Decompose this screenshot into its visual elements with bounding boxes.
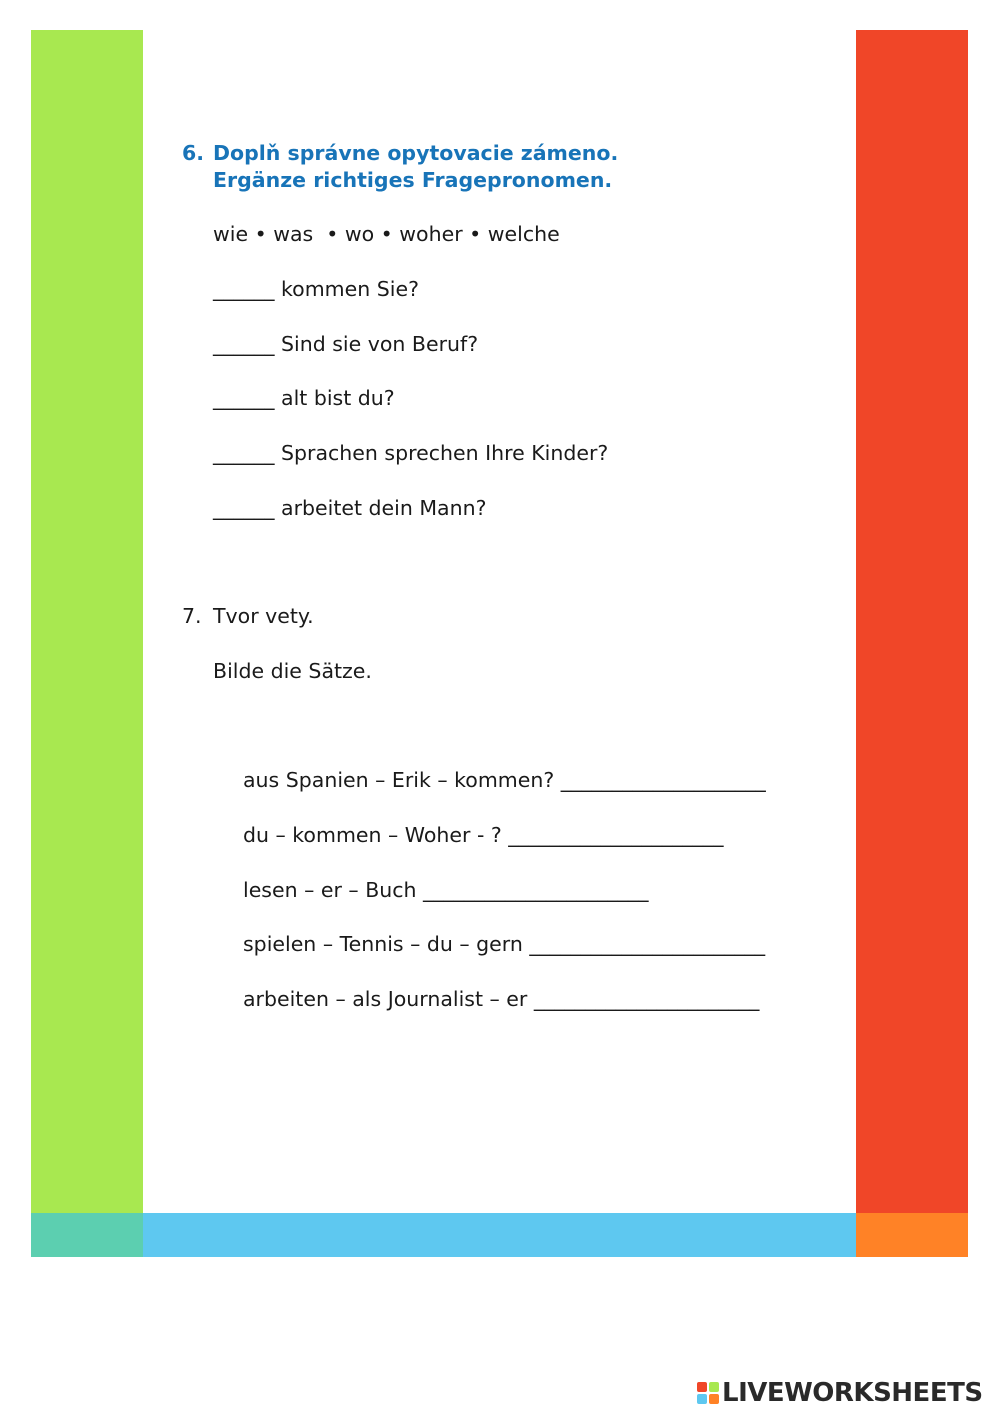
- exercise-6-item: ______ Sprachen sprechen Ihre Kinder?: [213, 441, 609, 465]
- exercise-7-item: spielen – Tennis – du – gern _______________________: [243, 932, 766, 956]
- right-red-bar: [856, 30, 968, 1213]
- exercise-7-item: aus Spanien – Erik – kommen? ____________________: [243, 768, 766, 792]
- bottom-right-orange-block: [856, 1213, 968, 1257]
- exercise-6-item: ______ kommen Sie?: [213, 277, 419, 301]
- liveworksheets-logo-text: LIVEWORKSHEETS: [722, 1378, 983, 1408]
- exercise-6-number: 6.: [182, 141, 205, 165]
- exercise-7-item: du – kommen – Woher - ? _____________________: [243, 823, 724, 847]
- exercise-6-item: ______ arbeitet dein Mann?: [213, 496, 487, 520]
- left-green-bar: [31, 30, 143, 1213]
- exercise-6-item: ______ Sind sie von Beruf?: [213, 332, 479, 356]
- exercise-6-item: ______ alt bist du?: [213, 386, 395, 410]
- exercise-6-title-sk: Doplň správne opytovacie zámeno.: [213, 141, 619, 165]
- liveworksheets-logo: [697, 1378, 983, 1408]
- liveworksheets-logo-icon: [697, 1382, 719, 1404]
- exercise-7-title-sk: Tvor vety.: [213, 604, 314, 628]
- exercise-7-title-de: Bilde die Sätze.: [213, 659, 372, 683]
- exercise-7-item: arbeiten – als Journalist – er ______________________: [243, 987, 760, 1011]
- bottom-blue-strip: [143, 1213, 856, 1257]
- exercise-6-title-de: Ergänze richtiges Fragepronomen.: [213, 168, 613, 192]
- bottom-left-teal-block: [31, 1213, 143, 1257]
- exercise-7-number: 7.: [182, 604, 202, 628]
- exercise-7-item: lesen – er – Buch ______________________: [243, 878, 649, 902]
- exercise-6-word-bank: wie • was • wo • woher • welche: [213, 222, 560, 246]
